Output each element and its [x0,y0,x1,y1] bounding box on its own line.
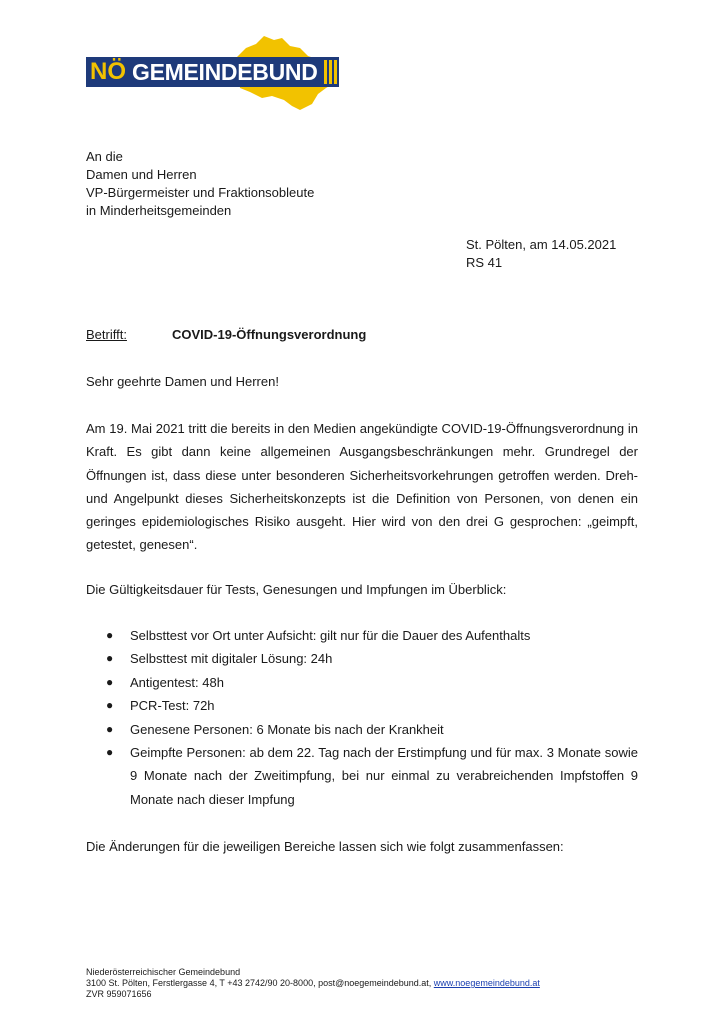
salutation: Sehr geehrte Damen und Herren! [86,374,279,389]
footer-zvr: ZVR 959071656 [86,989,152,999]
logo-stripes [322,57,339,87]
body-paragraph: Am 19. Mai 2021 tritt die bereits in den Medien angekündigte COVID-19-Öffnungsverordnung in Kraft. Es gibt dann keine allgemeinen Ausgangsbeschränkungen mehr. Grundregel der Öffnungen ist, dass diese unter besonderen Sicherheitsvorkehrungen getroffen werden. Dreh- und Angelpunkt dieses Sicherheitskonzepts ist die Definition von Personen, von denen ein geringes epidemiologisches Risiko ausgeht. Hier wird von den drei G gesprochen: „geimpft, getestet, genesen“. [86,421,638,553]
noe-gemeindebund-logo [86,34,342,112]
bullet-icon: ● [106,628,114,642]
bullet-icon: ● [106,651,114,666]
logo-name: GEMEINDEBUND [130,57,322,87]
recipient-address [86,148,314,220]
address-line: An die [86,149,123,164]
address-line: in Minderheitsgemeinden [86,203,232,218]
list-item: ● Selbsttest mit digitaler Lösung: 24h [86,647,638,670]
address-line: Damen und Herren [86,167,197,182]
subject-text: COVID-19-Öffnungsverordnung [172,327,367,342]
bullet-icon: ● [106,674,114,689]
letter-footer [86,967,540,1000]
place-date-block [466,236,616,272]
footer-contact: 3100 St. Pölten, Ferstlergasse 4, T +43 2742/90 20-8000, post@noegemeindebund.at, [86,978,434,988]
list-item: ● Antigentest: 48h [86,671,638,694]
validity-list [86,624,638,811]
logo-prefix: NÖ [86,57,130,87]
subject-label: Betrifft: [86,327,127,342]
bullet-icon: ● [106,698,114,713]
list-item: ● Genesene Personen: 6 Monate bis nach der Krankheit [86,718,638,741]
bullet-icon: ● [106,721,114,736]
list-intro: Die Gültigkeitsdauer für Tests, Genesungen und Impfungen im Überblick: [86,582,507,597]
website-link[interactable]: www.noegemeindebund.at [433,978,540,988]
address-line: VP-Bürgermeister und Fraktionsobleute [86,185,315,200]
footer-org: Niederösterreichischer Gemeindebund [86,967,241,977]
closing-sentence: Die Änderungen für die jeweiligen Bereiche lassen sich wie folgt zusammenfassen: [86,839,564,854]
list-item: ● Geimpfte Personen: ab dem 22. Tag nach der Erstimpfung und für max. 3 Monate sowie 9 Monate nach der Zweitimpfung, bei nur einmal zu verabreichenden Impfstoffen 9 Monate nach dieser Impfung [86,741,638,811]
footer-contact-line [86,978,540,989]
list-item: ● Selbsttest vor Ort unter Aufsicht: gilt nur für die Dauer des Aufenthalts [86,624,638,647]
bullet-icon: ● [106,745,114,760]
place-date: St. Pölten, am 14.05.2021 [466,237,617,252]
logo-wordmark [86,57,339,87]
list-item: ● PCR-Test: 72h [86,694,638,717]
reference-number: RS 41 [466,255,503,270]
